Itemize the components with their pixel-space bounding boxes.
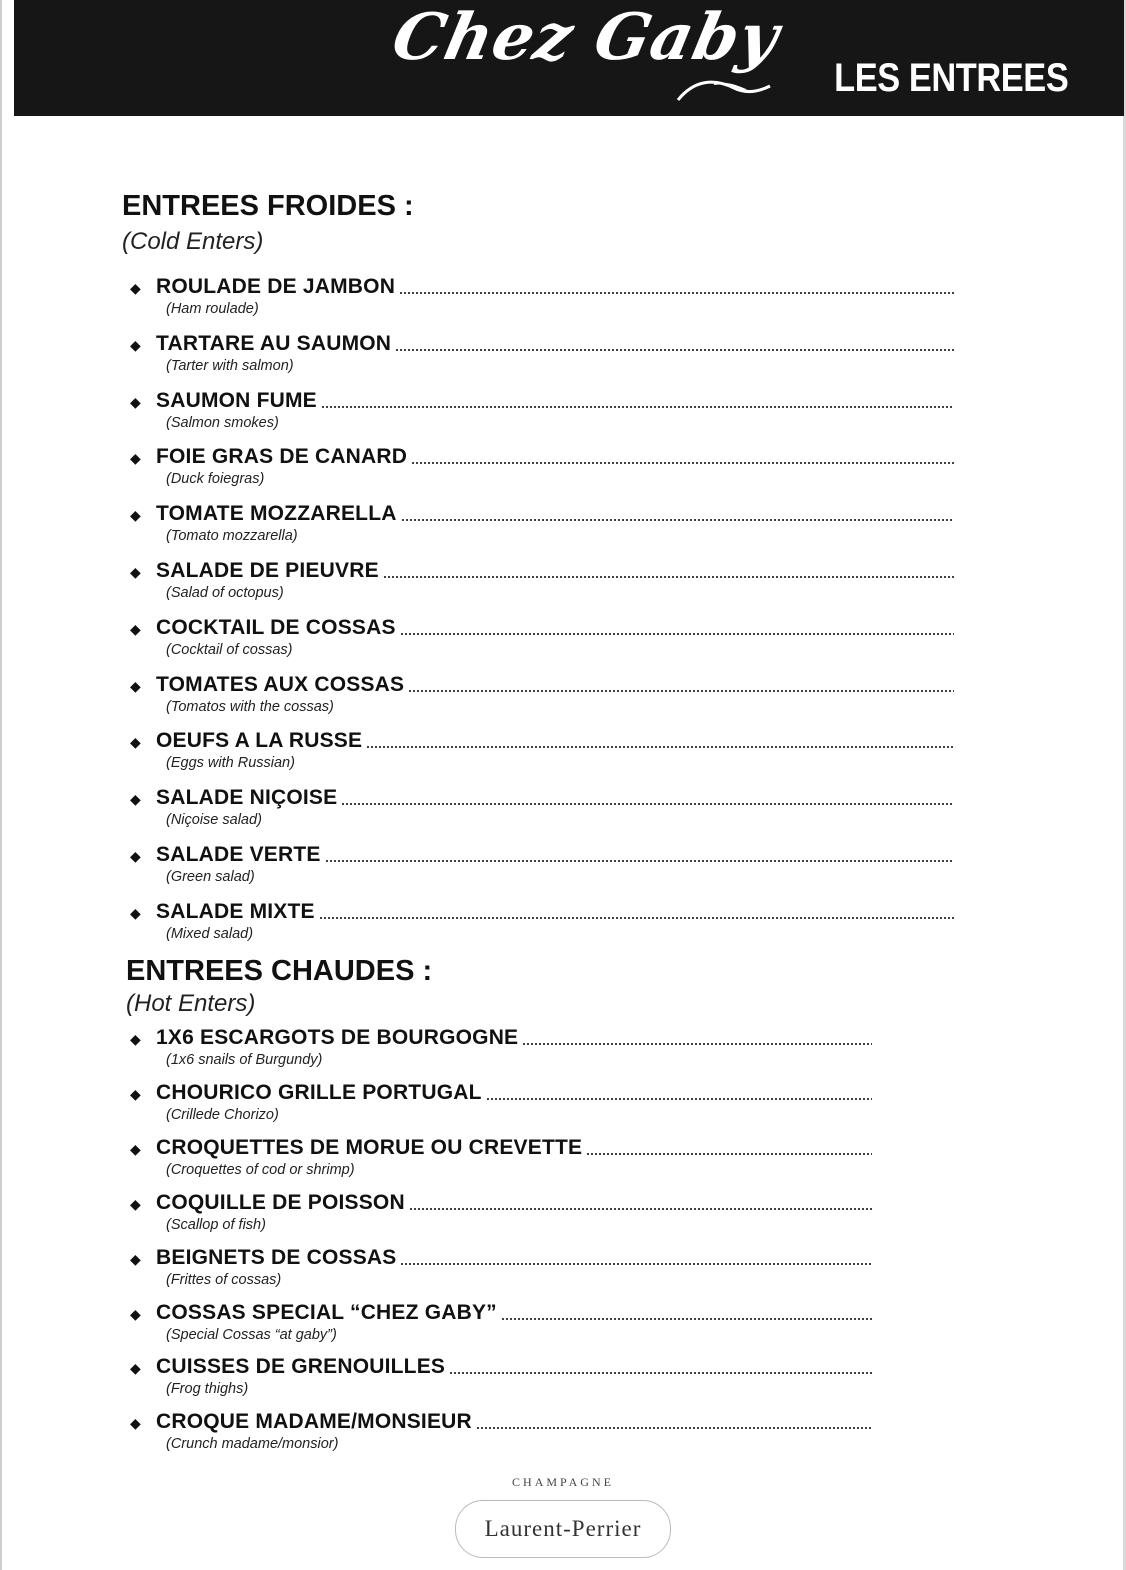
- diamond-bullet-icon: ◆: [130, 1415, 141, 1432]
- menu-item-line: [130, 1300, 872, 1326]
- menu-item-line: [130, 1190, 872, 1216]
- dotted-leader: [341, 802, 954, 806]
- menu-item: [130, 899, 954, 951]
- menu-item-name: COCKTAIL DE COSSAS: [156, 615, 396, 639]
- menu-item-line: [130, 1409, 872, 1435]
- dotted-leader: [400, 1262, 872, 1266]
- menu-item-translation: (Frog thighs): [166, 1381, 249, 1398]
- menu-item-line: [130, 899, 954, 925]
- menu-item-line: [130, 1025, 872, 1051]
- diamond-bullet-icon: ◆: [130, 734, 141, 751]
- dotted-leader: [586, 1152, 872, 1156]
- menu-item: [130, 274, 954, 326]
- menu-item: [130, 1190, 872, 1242]
- menu-item: [130, 842, 954, 894]
- menu-item: [130, 501, 954, 553]
- diamond-bullet-icon: ◆: [130, 1360, 141, 1377]
- dotted-leader: [522, 1042, 872, 1046]
- menu-item-name: BEIGNETS DE COSSAS: [156, 1245, 397, 1269]
- menu-item-line: [130, 274, 954, 300]
- menu-item-translation: (Frittes of cossas): [166, 1271, 282, 1288]
- dotted-leader: [325, 859, 954, 863]
- menu-item: [130, 1135, 872, 1187]
- menu-item: [130, 444, 954, 496]
- diamond-bullet-icon: ◆: [130, 1085, 141, 1102]
- logo-swash-icon: [674, 70, 774, 104]
- menu-item-translation: (Special Cossas “at gaby”): [166, 1326, 337, 1343]
- dotted-leader: [319, 916, 954, 920]
- menu-item-translation: (Tarter with salmon): [166, 357, 294, 374]
- diamond-bullet-icon: ◆: [130, 393, 141, 410]
- menu-item: [130, 1025, 872, 1077]
- diamond-bullet-icon: ◆: [130, 791, 141, 808]
- menu-item-line: [130, 728, 954, 754]
- diamond-bullet-icon: ◆: [130, 1195, 141, 1212]
- menu-item-name: CROQUETTES DE MORUE OU CREVETTE: [156, 1135, 583, 1159]
- menu-item-name: 1X6 ESCARGOTS DE BOURGOGNE: [156, 1026, 519, 1049]
- menu-item-translation: (Green salad): [166, 869, 255, 885]
- diamond-bullet-icon: ◆: [130, 564, 141, 580]
- menu-item-name: TARTARE AU SAUMON: [156, 331, 392, 355]
- diamond-bullet-icon: ◆: [130, 1250, 141, 1267]
- menu-item: [130, 785, 954, 837]
- restaurant-logo: Chez Gaby: [386, 0, 786, 75]
- menu-item-name: SALADE DE PIEUVRE: [156, 559, 379, 582]
- menu-item-translation: (Salmon smokes): [166, 414, 279, 431]
- menu-item-translation: (Tomato mozzarella): [166, 528, 298, 545]
- menu-item-line: [130, 672, 954, 698]
- dotted-leader: [501, 1317, 872, 1321]
- hot-section-subtitle: (Hot Enters): [126, 990, 256, 1017]
- menu-item-line: [130, 501, 954, 527]
- menu-item: [130, 1354, 872, 1406]
- menu-item-line: [130, 1080, 872, 1106]
- menu-item-translation: (Crunch madame/monsior): [166, 1436, 339, 1453]
- menu-item-translation: (Eggs with Russian): [166, 755, 295, 772]
- diamond-bullet-icon: ◆: [130, 1031, 141, 1047]
- dotted-leader: [449, 1371, 872, 1375]
- dotted-leader: [366, 745, 954, 749]
- menu-item-line: [130, 558, 954, 584]
- menu-item-translation: (Duck foiegras): [166, 471, 265, 488]
- menu-item: [130, 558, 954, 610]
- sponsor-logo: Laurent-Perrier: [455, 1500, 671, 1558]
- hot-section-title: ENTREES CHAUDES :: [126, 955, 433, 987]
- menu-item-line: [130, 444, 954, 470]
- menu-item-name: SALADE VERTE: [156, 843, 321, 866]
- menu-item-name: FOIE GRAS DE CANARD: [156, 445, 408, 469]
- dotted-leader: [399, 291, 954, 295]
- menu-item-line: [130, 1354, 872, 1380]
- section-heading-les-entrees: LES ENTREES: [833, 56, 1068, 100]
- menu-item-name: TOMATE MOZZARELLA: [156, 502, 397, 526]
- menu-item: [130, 1409, 872, 1461]
- diamond-bullet-icon: ◆: [130, 904, 141, 921]
- menu-item-line: [130, 1135, 872, 1161]
- menu-item-name: COQUILLE DE POISSON: [156, 1190, 405, 1214]
- menu-item-translation: (Ham roulade): [166, 301, 259, 317]
- dotted-leader: [395, 348, 954, 352]
- diamond-bullet-icon: ◆: [130, 280, 141, 296]
- menu-item-translation: (Mixed salad): [166, 925, 254, 942]
- dotted-leader: [476, 1426, 872, 1430]
- diamond-bullet-icon: ◆: [130, 450, 141, 467]
- dotted-leader: [409, 1207, 872, 1211]
- menu-item-name: SALADE NIÇOISE: [156, 786, 338, 810]
- menu-item-name: TOMATES AUX COSSAS: [156, 672, 405, 696]
- menu-item-line: [130, 1245, 872, 1271]
- dotted-leader: [400, 632, 954, 636]
- footer-champagne-label: CHAMPAGNE: [512, 1475, 614, 1489]
- menu-item-translation: (Croquettes of cod or shrimp): [166, 1161, 355, 1178]
- cold-section-subtitle: (Cold Enters): [122, 228, 264, 255]
- diamond-bullet-icon: ◆: [130, 848, 141, 864]
- menu-item-line: [130, 785, 954, 811]
- menu-item: [130, 388, 954, 440]
- menu-item-line: [130, 331, 954, 357]
- menu-item-line: [130, 615, 954, 641]
- diamond-bullet-icon: ◆: [130, 1140, 141, 1157]
- menu-item-name: ROULADE DE JAMBON: [156, 275, 396, 298]
- menu-item-translation: (Scallop of fish): [166, 1216, 266, 1233]
- menu-item: [130, 672, 954, 724]
- menu-item-translation: (Tomatos with the cossas): [166, 698, 334, 715]
- menu-item-translation: (Crillede Chorizo): [166, 1106, 279, 1123]
- menu-item-name: SAUMON FUME: [156, 388, 317, 412]
- menu-item-name: CHOURICO GRILLE PORTUGAL: [156, 1080, 482, 1104]
- page-left-edge: [0, 0, 2, 1570]
- diamond-bullet-icon: ◆: [130, 677, 141, 694]
- dotted-leader: [321, 405, 954, 409]
- menu-item: [130, 1080, 872, 1132]
- cold-section-title: ENTREES FROIDES :: [122, 190, 414, 222]
- menu-item-name: CUISSES DE GRENOUILLES: [156, 1355, 446, 1379]
- menu-item: [130, 331, 954, 383]
- dotted-leader: [401, 518, 954, 522]
- menu-item-translation: (1x6 snails of Burgundy): [166, 1052, 323, 1068]
- menu-item: [130, 615, 954, 667]
- menu-item-translation: (Cocktail of cossas): [166, 641, 293, 658]
- header-banner: [14, 0, 1124, 116]
- menu-item: [130, 1245, 872, 1297]
- diamond-bullet-icon: ◆: [130, 1305, 141, 1322]
- dotted-leader: [486, 1097, 872, 1101]
- menu-item: [130, 728, 954, 780]
- menu-item: [130, 1300, 872, 1352]
- diamond-bullet-icon: ◆: [130, 336, 141, 353]
- dotted-leader: [408, 689, 954, 693]
- diamond-bullet-icon: ◆: [130, 507, 141, 524]
- menu-item-name: COSSAS SPECIAL “CHEZ GABY”: [156, 1300, 497, 1324]
- menu-item-line: [130, 388, 954, 414]
- menu-item-name: OEUFS A LA RUSSE: [156, 729, 363, 753]
- dotted-leader: [383, 575, 954, 579]
- dotted-leader: [411, 461, 954, 465]
- menu-item-translation: (Niçoise salad): [166, 812, 262, 829]
- diamond-bullet-icon: ◆: [130, 620, 141, 637]
- menu-item-line: [130, 842, 954, 868]
- menu-item-translation: (Salad of octopus): [166, 585, 284, 601]
- menu-item-name: CROQUE MADAME/MONSIEUR: [156, 1410, 472, 1434]
- menu-item-name: SALADE MIXTE: [156, 899, 315, 923]
